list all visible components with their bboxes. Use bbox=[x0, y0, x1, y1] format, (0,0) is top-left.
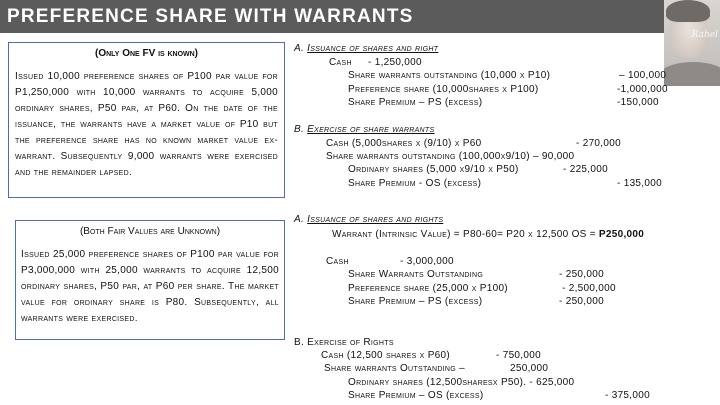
journal-line: Preference share (10,000shares x P100) bbox=[348, 84, 539, 95]
journal-amount: - 750,000 bbox=[496, 350, 541, 361]
warrant-intrinsic-value-line: Warrant (Intrinsic Value) = P80-60= P20 x 12,500 OS = P250,000 bbox=[332, 229, 645, 240]
journal-amount: - 225,000 bbox=[563, 164, 608, 175]
journal-amount: - 2,500,000 bbox=[562, 283, 616, 294]
presenter-overlay-text: Rahel bbox=[691, 30, 718, 40]
journal-line: Ordinary shares (12,500sharesx P50). - 625,000 bbox=[348, 377, 575, 388]
journal-line: Share warrants outstanding (10,000 x P10) bbox=[348, 70, 551, 81]
journal-amount: - 250,000 bbox=[559, 269, 604, 280]
case2-entry-b-heading: B. Exercise of Rights bbox=[294, 337, 394, 348]
journal-line: Cash bbox=[326, 256, 349, 267]
journal-amount: - 135,000 bbox=[617, 178, 662, 189]
journal-amount: – 100,000 bbox=[619, 70, 667, 81]
journal-line: Ordinary shares (5,000 x9/10 x P50) bbox=[348, 164, 519, 175]
journal-amount: -1,000,000 bbox=[617, 84, 668, 95]
journal-amount: - 270,000 bbox=[576, 138, 621, 149]
journal-line: Cash (12,500 shares x P60) bbox=[321, 350, 451, 361]
journal-line: Share Premium – PS (excess) bbox=[348, 296, 483, 307]
journal-amount: - 1,250,000 bbox=[368, 57, 422, 68]
case2-heading: (Both Fair Values are Unknown) bbox=[79, 226, 221, 237]
journal-line: Share warrants Outstanding – bbox=[324, 363, 465, 374]
case2-problem-box bbox=[15, 220, 285, 340]
case1-entry-a-heading: A. Issuance of shares and right bbox=[294, 43, 439, 54]
case1-entry-b-heading: B. Exercise of share warrants bbox=[294, 124, 435, 135]
journal-line: Share Warrants Outstanding bbox=[348, 269, 484, 280]
journal-line: Share Premium - OS (excess) bbox=[348, 178, 482, 189]
case2-entry-a-heading: A. Issuance of shares and rights bbox=[294, 214, 444, 225]
journal-amount: - 250,000 bbox=[559, 296, 604, 307]
journal-amount: - 3,000,000 bbox=[400, 256, 454, 267]
journal-line: Cash (5,000shares x (9/10) x P60 bbox=[326, 138, 482, 149]
journal-line: Share warrants outstanding (100,000x9/10) – 90,000 bbox=[326, 151, 575, 162]
case1-text: Issued 10,000 preference shares of P100 par value for P1,250,000 with 10,000 warrants to acquire 5,000 ordinary shares, P50 par, at P60. On the date of the issuance, the warrants have a market value of P10 but the preference share has no known market value ex-warrant. Subsequently 9,000 warrants were exercised and the remainder lapsed. bbox=[15, 71, 278, 178]
title-bar bbox=[0, 0, 664, 33]
journal-line: Share Premium – PS (excess) bbox=[348, 97, 483, 108]
presenter-hair bbox=[666, 0, 710, 22]
journal-amount: - 375,000 bbox=[605, 390, 650, 401]
slide-title: PREFERENCE SHARE WITH WARRANTS bbox=[7, 6, 414, 27]
journal-line: Cash bbox=[329, 57, 352, 68]
presenter-webcam bbox=[664, 0, 720, 86]
journal-line: Share Premium – OS (excess) bbox=[348, 390, 484, 401]
presenter-shoulders bbox=[664, 62, 720, 86]
journal-amount: 250,000 bbox=[510, 363, 549, 374]
case1-heading: (Only One FV is known) bbox=[94, 48, 199, 59]
journal-line: Preference share (25,000 x P100) bbox=[348, 283, 508, 294]
journal-amount: -150,000 bbox=[617, 97, 659, 108]
case1-problem-box bbox=[8, 42, 285, 198]
case2-text: Issued 25,000 preference shares of P100 par value for P3,000,000 with 25,000 warrants to acquire 12,500 ordinary shares, P50 par, at P60 per share. The market value for ordinary share is P80. Subsequently, all warrants were exercised. bbox=[21, 249, 279, 324]
